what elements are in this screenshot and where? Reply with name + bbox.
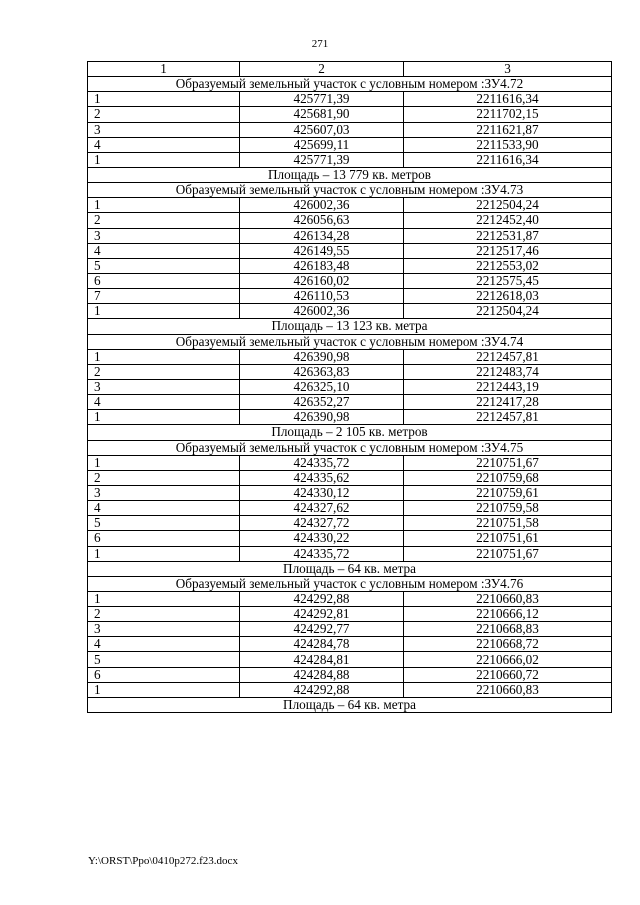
section-area: Площадь – 64 кв. метра [88,561,612,576]
y-coordinate-cell: 2212504,24 [404,198,612,213]
point-number-cell: 2 [88,107,240,122]
point-number-cell: 1 [88,304,240,319]
point-number-cell: 1 [88,198,240,213]
table-row [88,410,612,425]
y-coordinate-cell: 2212504,24 [404,304,612,319]
table-row [88,152,612,167]
y-coordinate-cell: 2212517,46 [404,243,612,258]
point-number-cell: 5 [88,652,240,667]
table-row [88,273,612,288]
table-row [88,531,612,546]
x-coordinate-cell: 426160,02 [240,273,404,288]
y-coordinate-cell: 2211616,34 [404,92,612,107]
point-number-cell: 2 [88,607,240,622]
table-row [88,243,612,258]
point-number-cell: 3 [88,379,240,394]
x-coordinate-cell: 426149,55 [240,243,404,258]
section-area-row [88,425,612,440]
point-number-cell: 4 [88,637,240,652]
y-coordinate-cell: 2210751,67 [404,546,612,561]
y-coordinate-cell: 2212452,40 [404,213,612,228]
point-number-cell: 6 [88,273,240,288]
x-coordinate-cell: 426390,98 [240,410,404,425]
section-title-row [88,440,612,455]
point-number-cell: 6 [88,667,240,682]
x-coordinate-cell: 426002,36 [240,304,404,319]
x-coordinate-cell: 426363,83 [240,364,404,379]
point-number-cell: 4 [88,137,240,152]
coordinates-table-body [88,62,612,713]
section-title: Образуемый земельный участок с условным номером :ЗУ4.76 [88,576,612,591]
y-coordinate-cell: 2210751,61 [404,531,612,546]
y-coordinate-cell: 2211702,15 [404,107,612,122]
y-coordinate-cell: 2210751,58 [404,516,612,531]
y-coordinate-cell: 2210660,72 [404,667,612,682]
table-row [88,485,612,500]
y-coordinate-cell: 2211616,34 [404,152,612,167]
x-coordinate-cell: 426183,48 [240,258,404,273]
point-number-cell: 1 [88,546,240,561]
y-coordinate-cell: 2210759,58 [404,501,612,516]
y-coordinate-cell: 2212443,19 [404,379,612,394]
y-coordinate-cell: 2210660,83 [404,591,612,606]
table-row [88,137,612,152]
table-row [88,516,612,531]
x-coordinate-cell: 425607,03 [240,122,404,137]
point-number-cell: 7 [88,289,240,304]
y-coordinate-cell: 2212618,03 [404,289,612,304]
y-coordinate-cell: 2212457,81 [404,410,612,425]
x-coordinate-cell: 426134,28 [240,228,404,243]
section-area-row [88,319,612,334]
y-coordinate-cell: 2210660,83 [404,682,612,697]
point-number-cell: 2 [88,213,240,228]
table-row [88,364,612,379]
table-row [88,349,612,364]
table-row [88,304,612,319]
point-number-cell: 3 [88,622,240,637]
section-title-row [88,334,612,349]
section-title: Образуемый земельный участок с условным номером :ЗУ4.74 [88,334,612,349]
x-coordinate-cell: 424284,88 [240,667,404,682]
x-coordinate-cell: 425699,11 [240,137,404,152]
point-number-cell: 3 [88,122,240,137]
section-title: Образуемый земельный участок с условным номером :ЗУ4.73 [88,183,612,198]
table-row [88,682,612,697]
table-row [88,107,612,122]
x-coordinate-cell: 424292,88 [240,682,404,697]
x-coordinate-cell: 426352,27 [240,395,404,410]
table-row [88,198,612,213]
point-number-cell: 2 [88,470,240,485]
point-number-cell: 5 [88,258,240,273]
table-row [88,258,612,273]
y-coordinate-cell: 2212553,02 [404,258,612,273]
x-coordinate-cell: 426056,63 [240,213,404,228]
point-number-cell: 3 [88,485,240,500]
table-row [88,379,612,394]
y-coordinate-cell: 2210668,83 [404,622,612,637]
table-row [88,667,612,682]
table-row [88,622,612,637]
y-coordinate-cell: 2212575,45 [404,273,612,288]
table-row [88,289,612,304]
x-coordinate-cell: 424292,77 [240,622,404,637]
x-coordinate-cell: 424335,72 [240,546,404,561]
x-coordinate-cell: 425771,39 [240,92,404,107]
table-row [88,652,612,667]
point-number-cell: 4 [88,501,240,516]
x-coordinate-cell: 424330,12 [240,485,404,500]
x-coordinate-cell: 424327,72 [240,516,404,531]
x-coordinate-cell: 425771,39 [240,152,404,167]
point-number-cell: 1 [88,410,240,425]
y-coordinate-cell: 2210751,67 [404,455,612,470]
x-coordinate-cell: 426002,36 [240,198,404,213]
x-coordinate-cell: 424292,81 [240,607,404,622]
point-number-cell: 1 [88,349,240,364]
table-row [88,607,612,622]
section-title-row [88,183,612,198]
point-number-cell: 1 [88,455,240,470]
section-area: Площадь – 64 кв. метра [88,697,612,712]
table-row [88,213,612,228]
point-number-cell: 5 [88,516,240,531]
x-coordinate-cell: 425681,90 [240,107,404,122]
section-title: Образуемый земельный участок с условным номером :ЗУ4.72 [88,77,612,92]
section-title-row [88,77,612,92]
y-coordinate-cell: 2212417,28 [404,395,612,410]
y-coordinate-cell: 2210668,72 [404,637,612,652]
table-row [88,395,612,410]
point-number-cell: 6 [88,531,240,546]
x-coordinate-cell: 424335,62 [240,470,404,485]
section-title: Образуемый земельный участок с условным номером :ЗУ4.75 [88,440,612,455]
x-coordinate-cell: 424284,78 [240,637,404,652]
x-coordinate-cell: 424292,88 [240,591,404,606]
file-path-footer: Y:\ORST\Ppo\0410p272.f23.docx [88,855,238,867]
x-coordinate-cell: 426110,53 [240,289,404,304]
table-row [88,501,612,516]
header-cell-x: 2 [240,62,404,77]
section-area: Площадь – 13 123 кв. метра [88,319,612,334]
point-number-cell: 4 [88,243,240,258]
x-coordinate-cell: 426390,98 [240,349,404,364]
section-title-row [88,576,612,591]
table-row [88,455,612,470]
point-number-cell: 3 [88,228,240,243]
y-coordinate-cell: 2210666,02 [404,652,612,667]
table-header-row [88,62,612,77]
y-coordinate-cell: 2212457,81 [404,349,612,364]
point-number-cell: 1 [88,682,240,697]
section-area-row [88,167,612,182]
y-coordinate-cell: 2210759,68 [404,470,612,485]
x-coordinate-cell: 424330,22 [240,531,404,546]
y-coordinate-cell: 2210759,61 [404,485,612,500]
y-coordinate-cell: 2212531,87 [404,228,612,243]
table-row [88,637,612,652]
point-number-cell: 2 [88,364,240,379]
x-coordinate-cell: 424335,72 [240,455,404,470]
y-coordinate-cell: 2210666,12 [404,607,612,622]
x-coordinate-cell: 426325,10 [240,379,404,394]
table-row [88,546,612,561]
table-row [88,591,612,606]
section-area-row [88,561,612,576]
page-number: 271 [311,38,329,50]
table-row [88,92,612,107]
y-coordinate-cell: 2212483,74 [404,364,612,379]
point-number-cell: 1 [88,152,240,167]
point-number-cell: 1 [88,591,240,606]
table-row [88,122,612,137]
x-coordinate-cell: 424284,81 [240,652,404,667]
section-area: Площадь – 13 779 кв. метров [88,167,612,182]
y-coordinate-cell: 2211533,90 [404,137,612,152]
section-area-row [88,697,612,712]
point-number-cell: 1 [88,92,240,107]
x-coordinate-cell: 424327,62 [240,501,404,516]
table-row [88,228,612,243]
header-cell-point: 1 [88,62,240,77]
point-number-cell: 4 [88,395,240,410]
coordinates-table [87,61,612,713]
section-area: Площадь – 2 105 кв. метров [88,425,612,440]
table-row [88,470,612,485]
header-cell-y: 3 [404,62,612,77]
y-coordinate-cell: 2211621,87 [404,122,612,137]
